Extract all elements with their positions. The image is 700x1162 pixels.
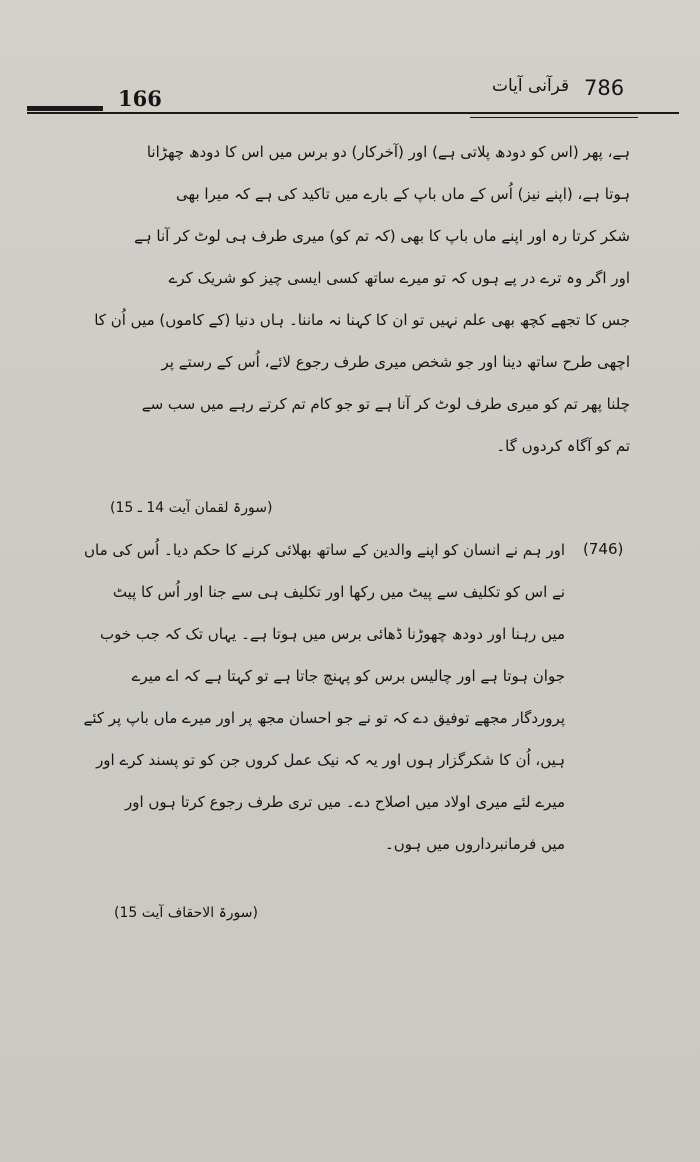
running-head: قرآنی آیات xyxy=(492,76,570,96)
text-line: اچھی طرح ساتھ دینا اور جو شخص میری طرف رجوع لائے، اُس کے رستے پر xyxy=(161,353,630,371)
text-line: شکر کرتا رہ اور اپنے ماں باپ کا بھی (کہ تم کو) میری طرف ہی لوٹ کر آنا ہے xyxy=(134,227,630,245)
text-line: اور اگر وہ ترے در پے ہوں کہ تو میرے ساتھ کسی ایسی چیز کو شریک کرے xyxy=(168,269,630,287)
page-number-left: 166 xyxy=(118,86,162,111)
text-line: پروردگار مجھے توفیق دے کہ تو نے جو احسان مجھ پر اور میرے ماں باپ پر کئے xyxy=(83,709,565,727)
text-line: میں رہنا اور دودھ چھوڑنا ڈھائی برس میں ہوتا ہے۔ یہاں تک کہ جب خوب xyxy=(100,625,565,643)
paragraph-2 xyxy=(30,530,565,890)
reference-2: (سورۃ الاحقاف آیت 15) xyxy=(114,905,258,921)
text-line: اور ہم نے انسان کو اپنے والدین کے ساتھ بھلائی کرنے کا حکم دیا۔ اُس کی ماں xyxy=(83,541,565,559)
text-line: ہوتا ہے، (اپنے نیز) اُس کے ماں باپ کے بارے میں تاکید کی ہے کہ میرا بھی xyxy=(176,185,630,203)
text-line: جس کا تجھے کچھ بھی علم نہیں تو ان کا کہنا نہ ماننا۔ ہاں دنیا (کے کاموں) میں اُن کا xyxy=(94,311,630,329)
paragraph-1 xyxy=(30,124,630,484)
text-line: جوان ہوتا ہے اور چالیس برس کو پہنچ جاتا ہے تو کہتا ہے کہ اے میرے xyxy=(131,667,565,685)
header-rule xyxy=(27,112,679,114)
page-header xyxy=(0,0,700,120)
header-rule-short xyxy=(470,117,638,118)
verse-number: (746) xyxy=(583,540,624,558)
header-rule-thick xyxy=(27,106,103,111)
text-line: میرے لئے میری اولاد میں اصلاح دے۔ میں تری طرف رجوع کرتا ہوں اور xyxy=(124,793,565,811)
text-line: تم کو آگاہ کردوں گا۔ xyxy=(496,437,630,455)
text-line: ہیں، اُن کا شکرگزار ہوں اور یہ کہ نیک عمل کروں جن کو تو پسند کرے اور xyxy=(96,751,565,769)
reference-1: (سورۃ لقمان آیت 14 ـ 15) xyxy=(110,500,273,516)
text-line: میں فرمانبرداروں میں ہوں۔ xyxy=(385,835,565,853)
text-line: چلنا پھر تم کو میری طرف لوٹ کر آنا ہے تو جو کام تم کرتے رہے میں سب سے xyxy=(141,395,630,413)
page-number-right: 786 xyxy=(584,76,625,100)
text-line: نے اس کو تکلیف سے پیٹ میں رکھا اور تکلیف ہی سے جنا اور اُس کا پیٹ xyxy=(112,583,565,601)
text-line: ہے، پھر (اس کو دودھ پلاتی ہے) اور (آخرکار) دو برس میں اس کا دودھ چھڑانا xyxy=(146,143,630,161)
